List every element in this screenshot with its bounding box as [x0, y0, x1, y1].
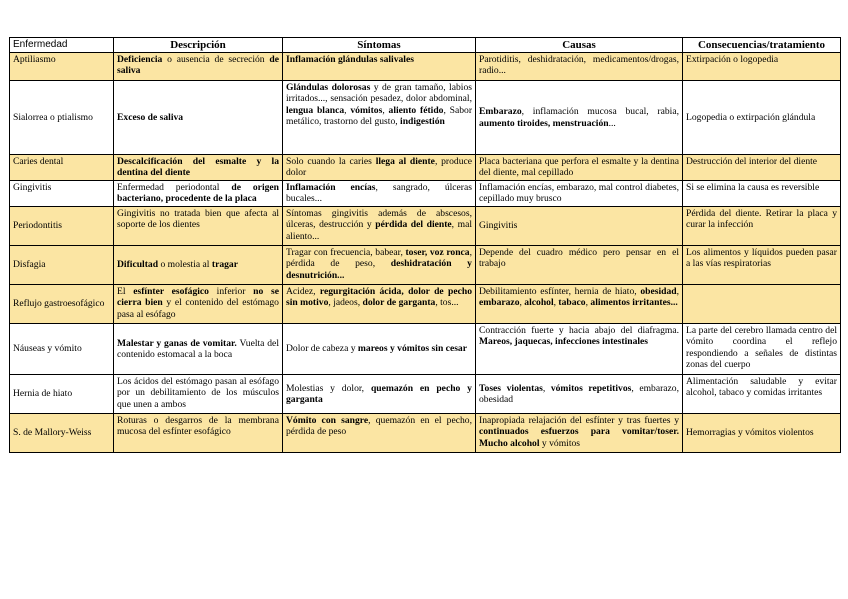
description-cell: El esfínter esofágico inferior no se cierra bien y el contenido del estómago pasa al esófago — [114, 285, 283, 324]
header-causas: Causas — [476, 38, 683, 53]
symptoms-cell: Solo cuando la caries llega al diente, produce dolor — [283, 155, 476, 181]
consequences-cell: Extirpación o logopedia — [683, 53, 841, 81]
disease-name: Náuseas y vómito — [10, 324, 114, 375]
disease-name: Gingivitis — [10, 181, 114, 207]
description-cell: Descalcificación del esmalte y la dentina del diente — [114, 155, 283, 181]
consequences-cell: Destrucción del interior del diente — [683, 155, 841, 181]
causes-cell: Depende del cuadro médico pero pensar en el trabajo — [476, 246, 683, 285]
table-row — [10, 181, 841, 207]
table-row — [10, 414, 841, 453]
causes-cell: Embarazo, inflamación mucosa bucal, rabia, aumento tiroides, menstruación... — [476, 81, 683, 155]
header-row — [10, 38, 841, 53]
symptoms-cell: Molestias y dolor, quemazón en pecho y garganta — [283, 375, 476, 414]
disease-name: Periodontitis — [10, 207, 114, 246]
description-cell: Gingivitis no tratada bien que afecta al soporte de los dientes — [114, 207, 283, 246]
consequences-cell: Alimentación saludable y evitar alcohol, tabaco y comidas irritantes — [683, 375, 841, 414]
consequences-cell: Hemorragias y vómitos violentos — [683, 414, 841, 453]
causes-cell: Toses violentas, vómitos repetitivos, embarazo, obesidad — [476, 375, 683, 414]
causes-cell: Contracción fuerte y hacia abajo del diafragma. Mareos, jaquecas, infecciones intestinales — [476, 324, 683, 375]
table-row — [10, 285, 841, 324]
disease-name: Hernia de hiato — [10, 375, 114, 414]
causes-cell: Debilitamiento esfínter, hernia de hiato, obesidad, embarazo, alcohol, tabaco, alimentos irritantes... — [476, 285, 683, 324]
causes-cell: Inflamación encías, embarazo, mal control diabetes, cepillado muy brusco — [476, 181, 683, 207]
table-row — [10, 53, 841, 81]
table-row — [10, 155, 841, 181]
symptoms-cell: Glándulas dolorosas y de gran tamaño, labios irritados..., sensación pesadez, dolor abdominal, lengua blanca, vómitos, aliento fétido, Sabor metálico, trastorno del gusto, indigestión — [283, 81, 476, 155]
disease-name: Sialorrea o ptialismo — [10, 81, 114, 155]
description-cell: Los ácidos del estómago pasan al esófago por un debilitamiento de los músculos que unen a ambos — [114, 375, 283, 414]
disease-table — [9, 37, 841, 453]
consequences-cell: La parte del cerebro llamada centro del vómito coordina el reflejo respondiendo a señales de distintas zonas del cuerpo — [683, 324, 841, 375]
symptoms-cell: Dolor de cabeza y mareos y vómitos sin cesar — [283, 324, 476, 375]
symptoms-cell: Inflamación glándulas salivales — [283, 53, 476, 81]
causes-cell: Placa bacteriana que perfora el esmalte y la dentina del diente, mal cepillado — [476, 155, 683, 181]
description-cell: Enfermedad periodontal de origen bacteriano, procedente de la placa — [114, 181, 283, 207]
disease-name: Disfagia — [10, 246, 114, 285]
header-consecuencias: Consecuencias/tratamiento — [683, 38, 841, 53]
header-enfermedad: Enfermedad — [10, 38, 114, 53]
consequences-cell: Pérdida del diente. Retirar la placa y curar la infección — [683, 207, 841, 246]
symptoms-cell: Vómito con sangre, quemazón en el pecho, pérdida de peso — [283, 414, 476, 453]
description-cell: Dificultad o molestia al tragar — [114, 246, 283, 285]
table-row — [10, 375, 841, 414]
causes-cell: Gingivitis — [476, 207, 683, 246]
consequences-cell: Si se elimina la causa es reversible — [683, 181, 841, 207]
table-row — [10, 81, 841, 155]
symptoms-cell: Inflamación encías, sangrado, úlceras bucales... — [283, 181, 476, 207]
symptoms-cell: Tragar con frecuencia, babear, toser, voz ronca, pérdida de peso, deshidratación y desnutrición... — [283, 246, 476, 285]
consequences-cell: Los alimentos y líquidos pueden pasar a las vías respiratorias — [683, 246, 841, 285]
description-cell: Deficiencia o ausencia de secreción de saliva — [114, 53, 283, 81]
causes-cell: Parotiditis, deshidratación, medicamentos/drogas, radio... — [476, 53, 683, 81]
disease-name: Reflujo gastroesofágico — [10, 285, 114, 324]
consequences-cell — [683, 285, 841, 324]
description-cell: Malestar y ganas de vomitar. Vuelta del contenido estomacal a la boca — [114, 324, 283, 375]
causes-cell: Inapropiada relajación del esfínter y tras fuertes y continuados esfuerzos para vomitar/toser. Mucho alcohol y vómitos — [476, 414, 683, 453]
header-descripcion: Descripción — [114, 38, 283, 53]
description-cell: Exceso de saliva — [114, 81, 283, 155]
disease-name: S. de Mallory-Weiss — [10, 414, 114, 453]
symptoms-cell: Acidez, regurgitación ácida, dolor de pecho sin motivo, jadeos, dolor de garganta, tos... — [283, 285, 476, 324]
table-row — [10, 246, 841, 285]
disease-name: Caries dental — [10, 155, 114, 181]
consequences-cell: Logopedia o extirpación glándula — [683, 81, 841, 155]
table-row — [10, 324, 841, 375]
symptoms-cell: Síntomas gingivitis además de abscesos, úlceras, destrucción y pérdida del diente, mal aliento... — [283, 207, 476, 246]
table-row — [10, 207, 841, 246]
disease-name: Aptiliasmo — [10, 53, 114, 81]
description-cell: Roturas o desgarros de la membrana mucosa del esfínter esofágico — [114, 414, 283, 453]
header-sintomas: Síntomas — [283, 38, 476, 53]
